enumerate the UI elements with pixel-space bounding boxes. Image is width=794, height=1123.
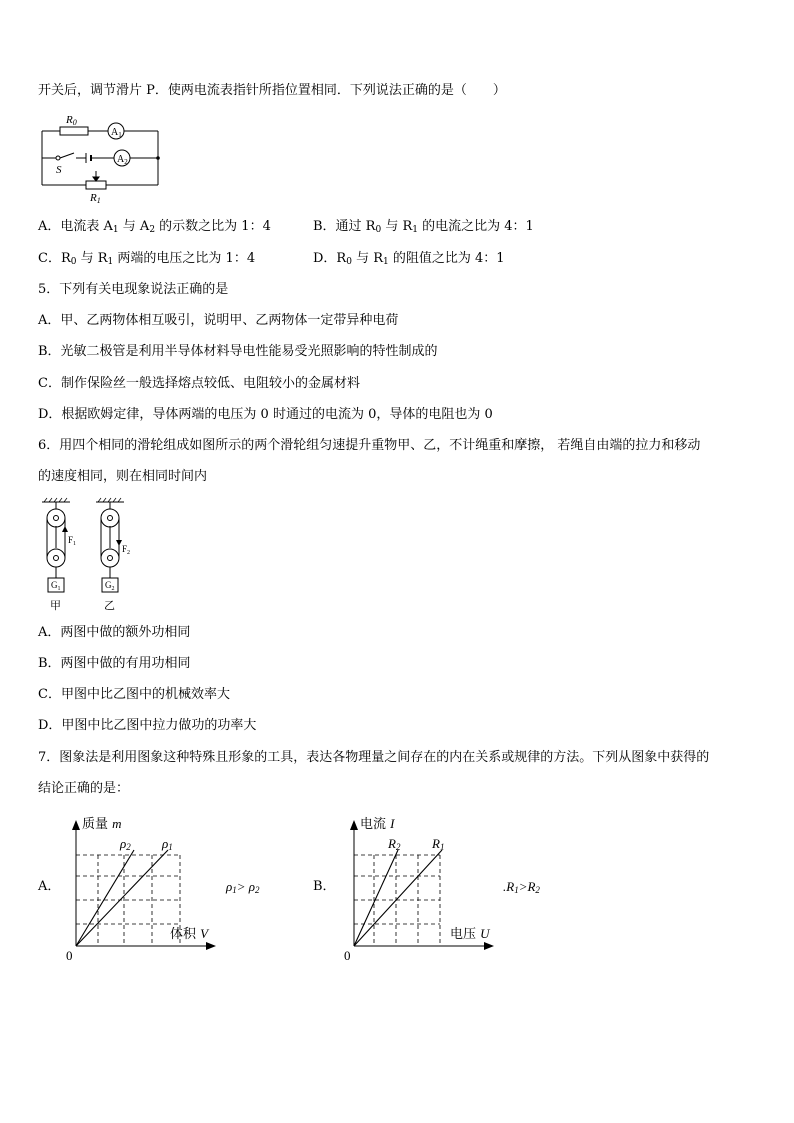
svg-text:A1: $A_1$ [111, 127, 122, 139]
q5-option-b: B．光敏二极管是利用半导体材料导电性能易受光照影响的特性制成的 [38, 344, 438, 359]
q4-option-b: B．通过 $R_0$ 与 $R_1$ 的电流之比为 4：1 [313, 219, 534, 235]
circuit-switch-label: S [56, 164, 62, 176]
q5-stem: 5．下列有关电现象说法正确的是 [38, 282, 229, 297]
q7-option-b-letter: B． [313, 879, 336, 894]
density-rho2-label: ρ [120, 836, 127, 851]
q6-option-b: B．两图中做的有用功相同 [38, 656, 191, 671]
iv-r1-label: R [432, 836, 440, 851]
pulley-g2-label: G [105, 580, 112, 590]
q6-option-a: A．两图中做的额外功相同 [38, 625, 191, 640]
pulley-right-label: 乙 [104, 599, 115, 612]
svg-text:F1: $F_1$ [68, 535, 77, 547]
q7-option-a-letter: A． [38, 879, 61, 894]
q6-stem-line2: 的速度相同，则在相同时间内 [38, 469, 208, 484]
svg-text:G1: $G_1$ [51, 580, 61, 592]
pulley-g1-label: G [51, 580, 58, 590]
circuit-r0-label: R [66, 114, 73, 126]
q4-option-d: D．$R_0$ 与 $R_1$ 的阻值之比为 4：1 [313, 251, 505, 267]
iv-line-r2 [354, 850, 398, 946]
svg-text:ρ1: ρ1 [162, 836, 173, 852]
density-x-axis-label: 体积 [170, 927, 201, 942]
pulley-left-label: 甲 [50, 599, 61, 612]
q5-option-d: D．根据欧姆定律，导体两端的电压为 0 时通过的电流为 0，导体的电阻也为 0 [38, 407, 493, 422]
iv-graph [340, 812, 510, 962]
svg-text:R1: R1 [432, 836, 445, 852]
q7-option-a-conclusion: $\rho_1> \rho_2$ [226, 879, 260, 895]
svg-text:ρ2: ρ2 [120, 836, 131, 852]
iv-x-axis-label: 电压 [450, 927, 481, 942]
density-y-axis-label: 质量 [82, 817, 113, 832]
iv-origin-label: 0 [344, 948, 351, 963]
q4-option-a: A．电流表 $A_1$ 与 $A_2$ 的示数之比为 1：4 [38, 219, 271, 235]
svg-text:质量 m: 质量 m [82, 816, 122, 832]
iv-line-r1 [354, 850, 442, 946]
svg-text:A2: $A_2$ [117, 154, 128, 166]
q4-stem-tail: 开关后，调节滑片 P．使两电流表指针所指位置相同．下列说法正确的是（ ） [38, 83, 506, 98]
pulley-f2-label: F [122, 544, 128, 554]
svg-text:F2: $F_2$ [122, 544, 131, 556]
q4-option-c: C．$R_0$ 与 $R_1$ 两端的电压之比为 1：4 [38, 251, 256, 267]
circuit-diagram [38, 113, 168, 205]
q5-option-c: C．制作保险丝一般选择熔点较低、电阻较小的金属材料 [38, 376, 360, 391]
svg-text:R1: R1 [90, 192, 101, 205]
q7-stem-line2: 结论正确的是： [38, 781, 130, 796]
q6-option-c: C．甲图中比乙图中的机械效率大 [38, 687, 230, 702]
pulley-f1-label: F [68, 535, 74, 545]
q6-option-d: D．甲图中比乙图中拉力做功的功率大 [38, 718, 257, 733]
svg-text:G2: $G_2$ [105, 580, 115, 592]
iv-r2-label: R [388, 836, 396, 851]
density-graph [62, 812, 232, 962]
svg-text:体积 V: 体积 V [170, 926, 209, 942]
q5-option-a: A．甲、乙两物体相互吸引，说明甲、乙两物体一定带异种电荷 [38, 313, 399, 328]
q7-option-b-conclusion: $.R_1>R_2$ [503, 879, 540, 895]
circuit-a1-label: A [111, 127, 119, 138]
pulley-diagram [38, 496, 138, 614]
svg-text:电压 U: 电压 U [450, 926, 490, 942]
svg-text:R2: R2 [388, 836, 401, 852]
circuit-a2-label: A [117, 154, 125, 165]
density-rho1-label: ρ [162, 836, 169, 851]
density-line-rho2 [76, 850, 134, 946]
iv-y-axis-label: 电流 [360, 817, 391, 832]
q6-stem-line1: 6．用四个相同的滑轮组成如图所示的两个滑轮组匀速提升重物甲、乙，不计绳重和摩擦， 若绳自由端的拉力和移动 [38, 438, 701, 453]
svg-text:电流 I: 电流 I [360, 816, 395, 832]
circuit-r1-label: R [90, 192, 97, 204]
q7-stem-line1: 7．图象法是利用图象这种特殊且形象的工具，表达各物理量之间存在的内在关系或规律的方法。下列从图象中获得的 [38, 750, 710, 765]
density-line-rho1 [76, 850, 168, 946]
density-origin-label: 0 [66, 948, 73, 963]
svg-text:R0: R0 [66, 114, 77, 127]
